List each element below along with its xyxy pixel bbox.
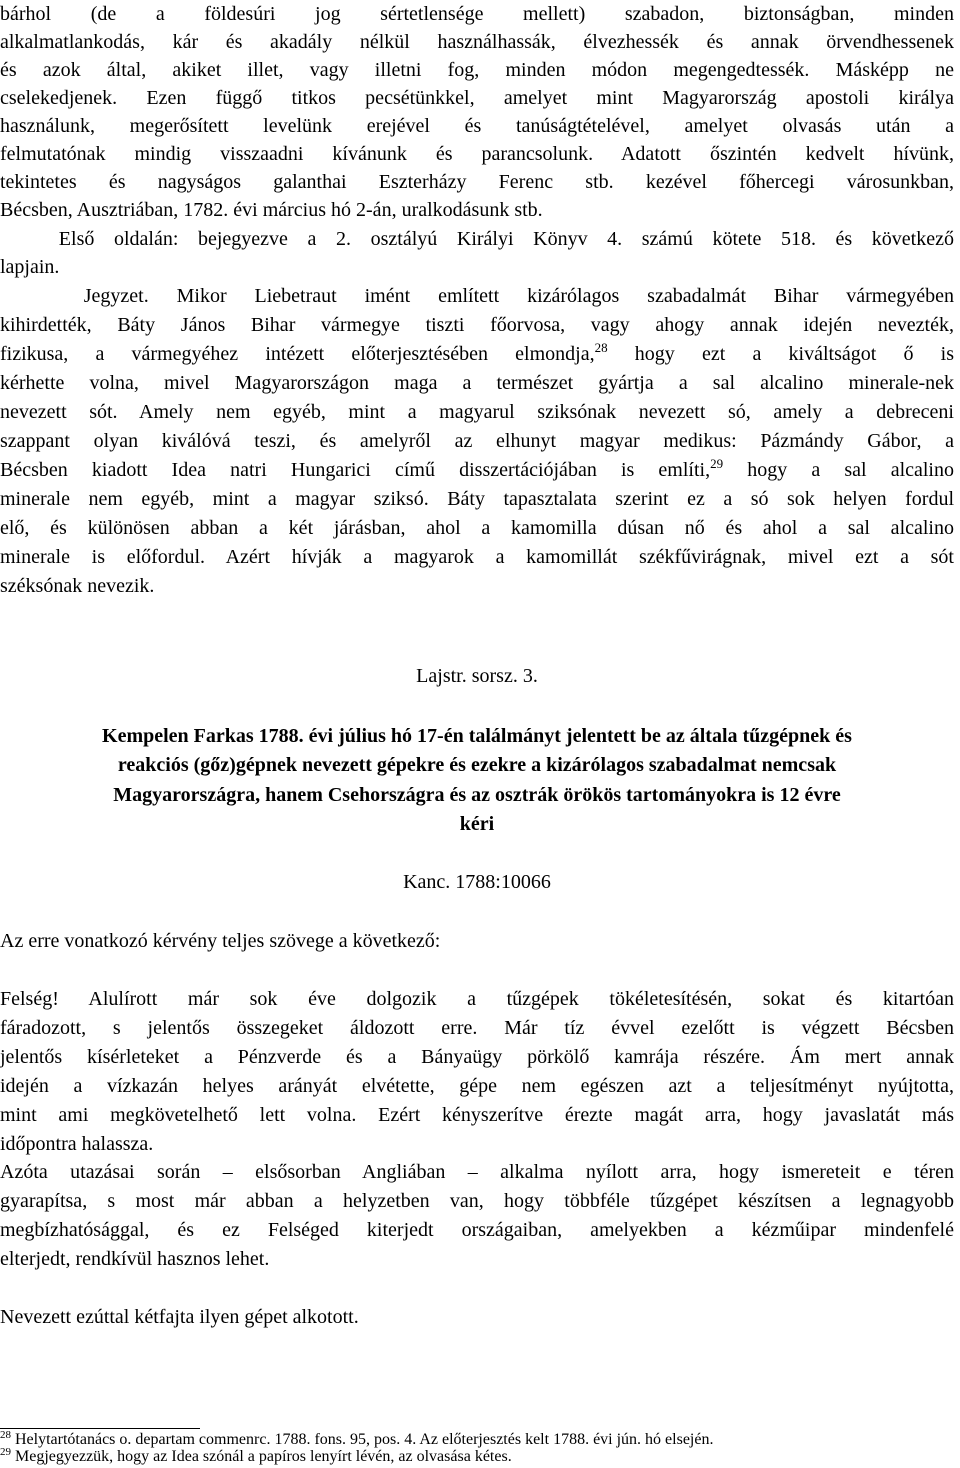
register-number: Lajstr. sorsz. 3. [416,665,538,687]
archive-reference: Kanc. 1788:10066 [403,871,551,893]
text-line: használunk, megerősített levelünk erejével és tanúságtételével, amelyet olvasás után a [0,115,954,137]
text-line: bárhol (de a földesúri jog sértetlensége mellett) szabadon, biztonságban, minden [0,3,954,25]
text-line: minerale is előfordul. Azért hívják a magyarok a kamomillát székfűvirágnak, mivel ezt a sót [0,546,954,568]
footnote-text: Helytartótanács o. departam commenrc. 1788. fons. 95, pos. 4. Az előterjesztés kelt 1788. évi jún. hó elsején. [11,1431,714,1448]
text-line: Jegyzet. Mikor Liebetraut imént említett kizárólagos szabadalmát Bihar vármegyében [0,285,954,307]
intro-line: Az erre vonatkozó kérvény teljes szövege a következő: [0,930,441,952]
text-line: jelentős kísérleteket a Pénzverde és a Bányaügy pörkölő kamrája részére. Ám mert annak [0,1046,954,1068]
text-line: kihirdették, Báty János Bihar vármegye tiszti főorvosa, vagy ahogy annak idején nevezték, [0,314,954,336]
text-fragment: hogy a sal alcalino [723,459,954,481]
text-line: idején a vízkazán helyes arányát elvétette, gépe nem egészen azt a teljesítményt nyújtotta, [0,1075,954,1097]
heading-line: Magyarországra, hanem Csehországra és az osztrák örökös tartományokra is 12 évre [113,784,841,806]
text-line: széksónak nevezik. [0,575,155,597]
petition-paragraph-3: Nevezett ezúttal kétfajta ilyen gépet alkotott. [0,1306,359,1328]
text-fragment: hogy ezt a kiváltságot ő is [607,343,954,365]
text-line: időpontra halassza. [0,1133,154,1155]
text-line: elterjedt, rendkívül hasznos lehet. [0,1248,270,1270]
heading-line: reakciós (gőz)gépnek nevezett gépekre és ezekre a kizárólagos szabadalmat nemcsak [117,754,837,776]
text-line: Felség! Alulírott már sok éve dolgozik a tűzgépek tökéletesítésén, sokat és kitartóan [0,988,954,1010]
text-line: alkalmatlankodás, kár és akadály nélkül használhassák, élvezhessék és annak örvendhessenek [0,31,954,53]
text-line [0,456,954,484]
text-line: felmutatónak mindig visszaadni kívánunk és parancsolunk. Adatott őszintén kedvelt hívünk, [0,143,954,165]
footnote-ref-29[interactable]: 29 [710,456,724,471]
footnote-divider [0,1428,200,1429]
heading-line: Kempelen Farkas 1788. évi július hó 17-én találmányt jelentett be az általa tűzgépnek és [102,725,852,747]
text-line: szappant olyan kiválóvá teszi, és amelyről az elhunyt magyar medikus: Pázmándy Gábor, a [0,430,954,452]
text-line: mint ami megkövetelhető lett volna. Ezért kényszerítve érezte magát arra, hogy javaslatát más [0,1104,954,1126]
text-line: és azok által, akiket illet, vagy illetni fog, minden módon megengedtessék. Másképp ne [0,59,954,81]
footnote-number: 28 [0,1429,11,1441]
text-line: megbízhatósággal, és ez Felséged kiterjedt országaiban, amelyekben a kézműipar mindenfelé [0,1219,954,1241]
text-fragment: fizikusa, a vármegyéhez intézett előterjesztésében elmondja, [0,343,595,365]
text-line: minerale nem egyéb, mint a magyar sziksó. Báty tapasztalata szerint ez a só sok helyen fordul [0,488,954,510]
text-line: nevezett sót. Amely nem egyéb, mint a magyarul sziksónak nevezett só, amely a debreceni [0,401,954,423]
text-line: Első oldalán: bejegyezve a 2. osztályú Királyi Könyv 4. számú kötete 518. és következő [0,228,954,250]
footnote-29 [0,1447,958,1467]
text-line: tekintetes és nagyságos galanthai Eszterházy Ferenc stb. kezével főhercegi városunkban, [0,171,954,193]
text-fragment: Bécsben kiadott Idea natri Hungarici című disszertációjában is említi, [0,459,711,481]
footnote-ref-28[interactable]: 28 [594,340,608,355]
heading-line: kéri [459,813,495,835]
text-line: gyarapítsa, s most már abban a helyzetben van, hogy többféle tűzgépet készítsen a legnagyobb [0,1190,954,1212]
text-line: lapjain. [0,256,60,278]
text-line: Azóta utazásai során – elsősorban Angliában – alkalma nyílott arra, hogy ismereteit e téren [0,1161,954,1183]
text-line: Bécsben, Ausztriában, 1782. évi március hó 2-án, uralkodásunk stb. [0,199,543,221]
footnote-number: 29 [0,1446,11,1458]
text-line: cselekedjenek. Ezen függő titkos pecsétünkkel, amelyet mint Magyarország apostoli királya [0,87,954,109]
footnote-text: Megjegyezzük, hogy az Idea szónál a papíros lenyírt lévén, az olvasása kétes. [11,1448,512,1465]
text-line: fáradozott, s jelentős összegeket áldozott erre. Már tíz évvel ezelőtt is végzett Bécsben [0,1017,954,1039]
text-line [0,340,954,368]
text-line: kérhette volna, mivel Magyarországon maga a természet gyártja a sal alcalino minerale-nek [0,372,954,394]
text-line: elő, és különösen abban a két járásban, ahol a kamomilla dúsan nő és ahol a sal alcalino [0,517,954,539]
